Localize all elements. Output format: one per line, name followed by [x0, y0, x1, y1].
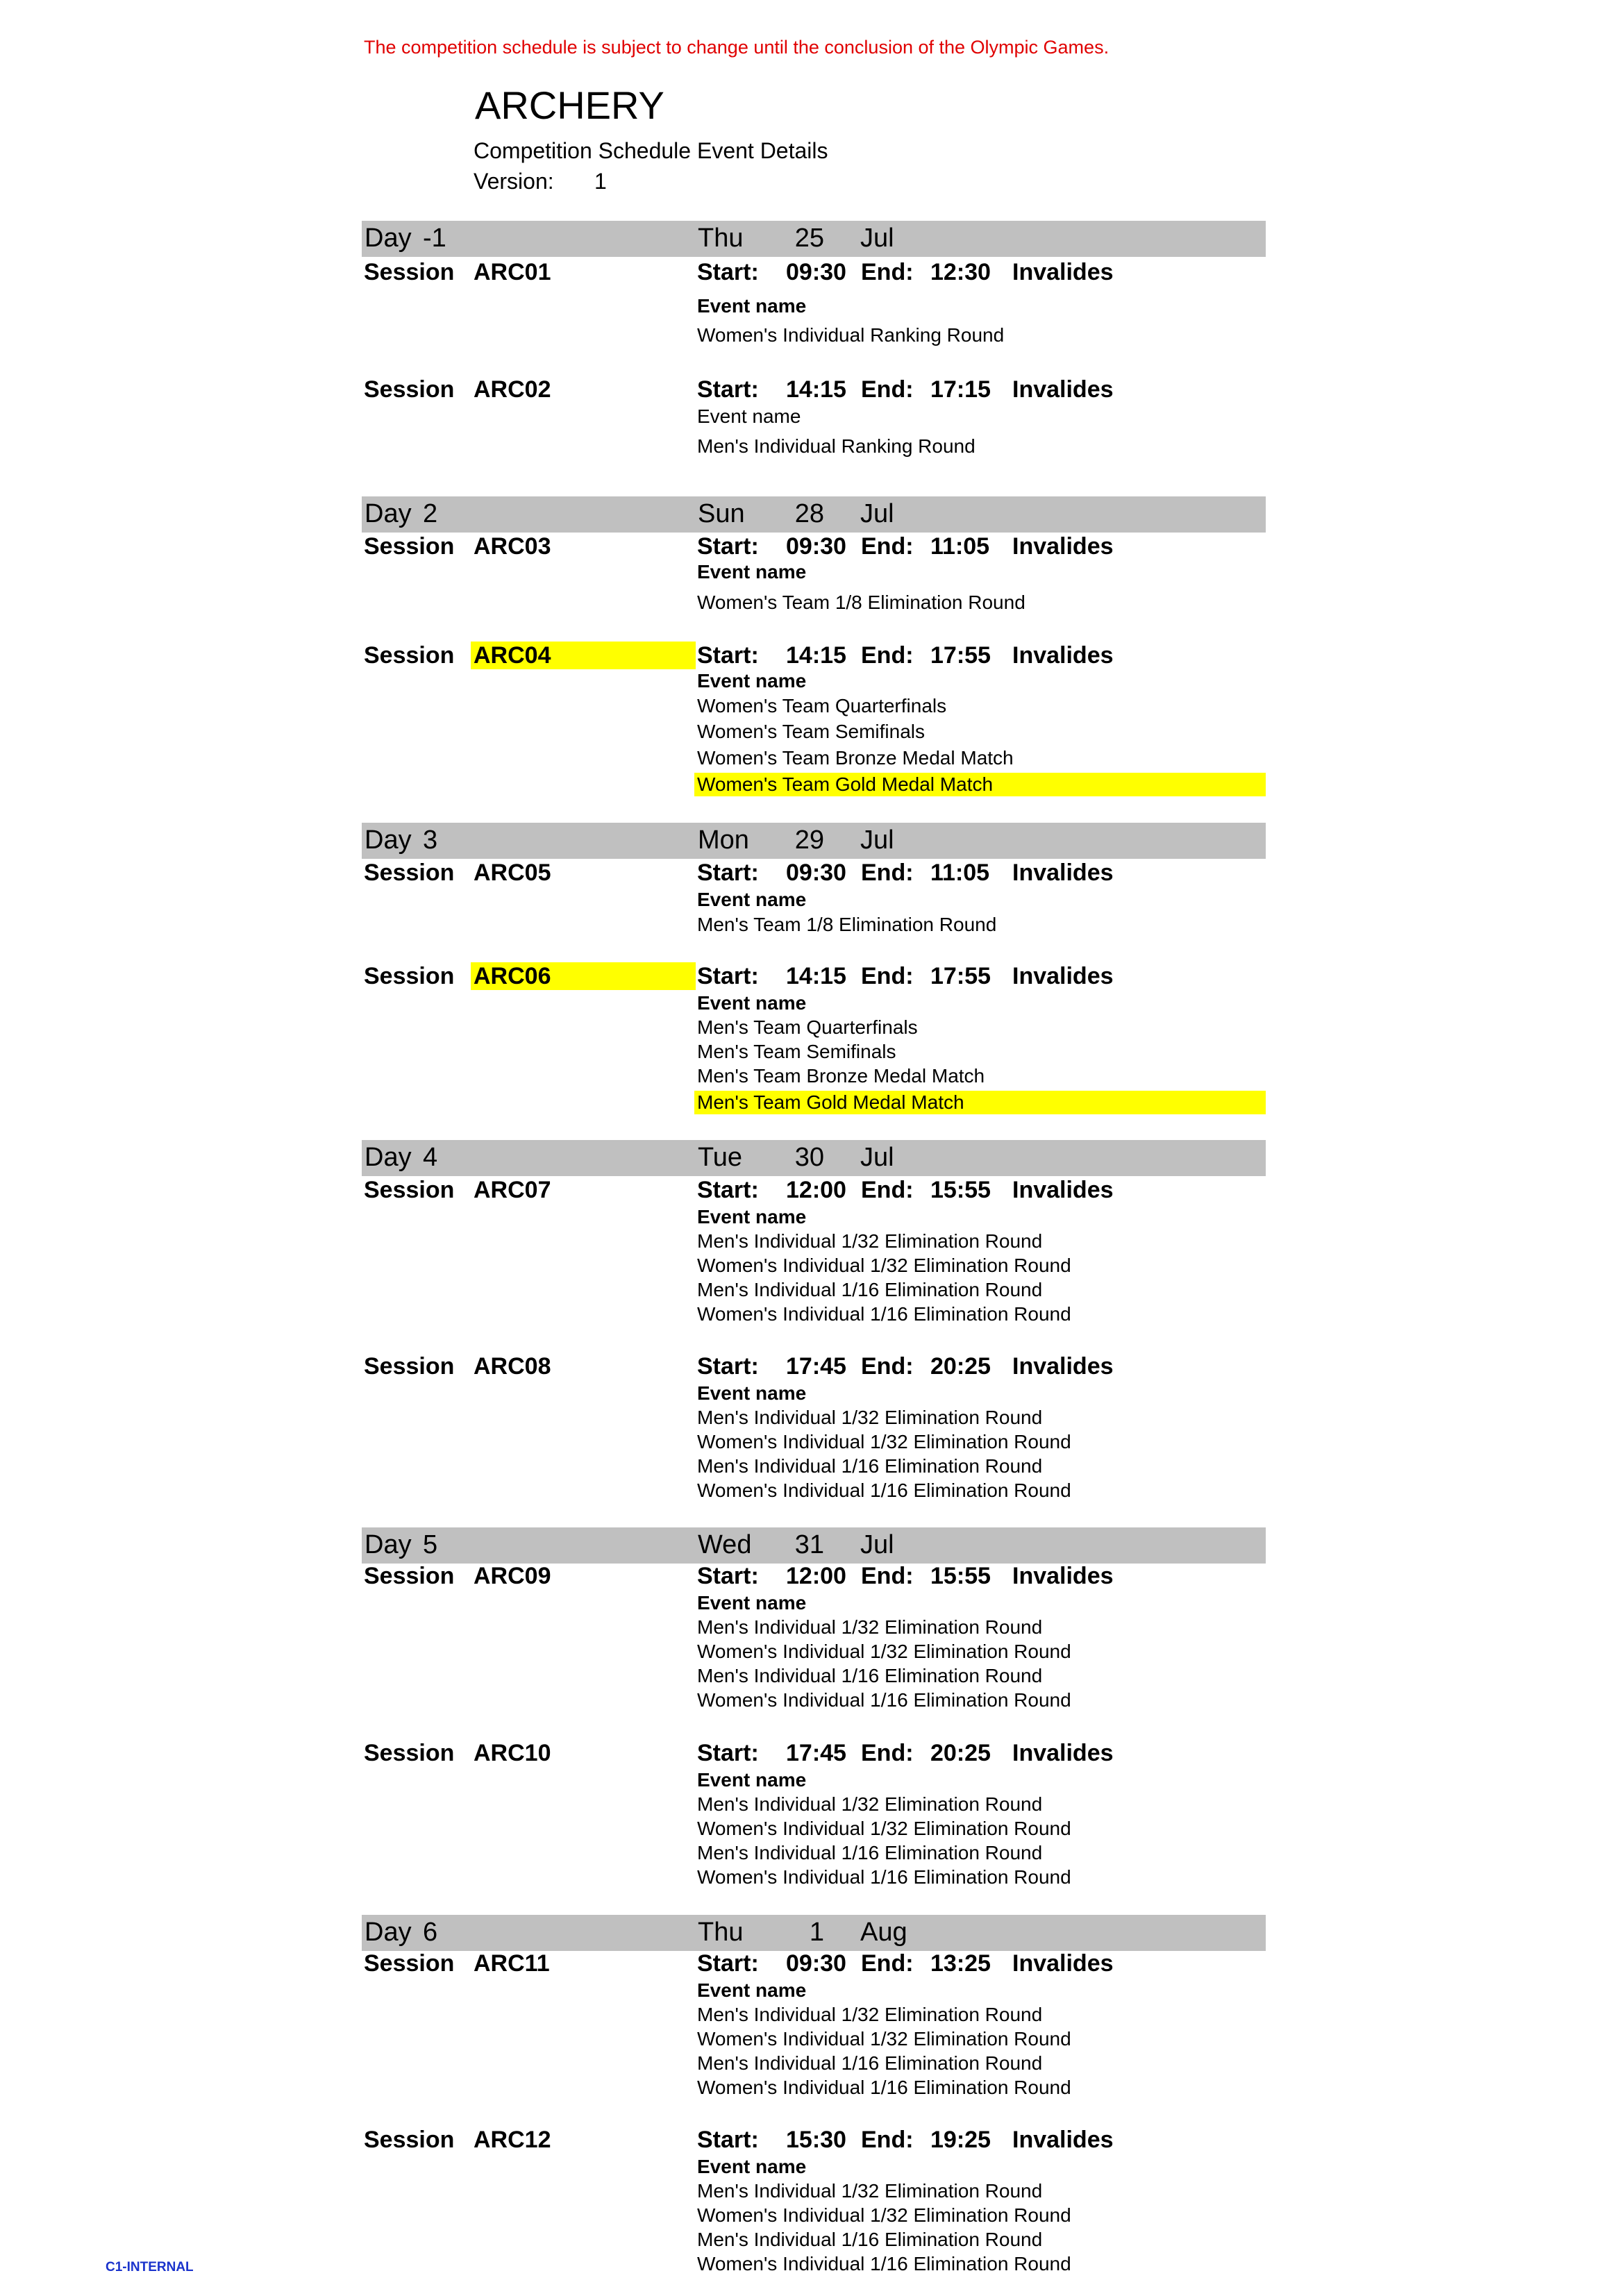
session-row	[0, 258, 1624, 286]
day-label: Day	[365, 499, 412, 528]
day-label: Day	[365, 826, 412, 855]
day-month: Jul	[860, 826, 894, 855]
start-label: Start:	[697, 963, 759, 989]
end-label: End:	[861, 1353, 914, 1380]
page-subtitle: Competition Schedule Event Details	[474, 138, 828, 163]
day-month: Aug	[860, 1918, 907, 1947]
page-title: ARCHERY	[475, 83, 664, 127]
event-name-header: Event name	[697, 295, 807, 317]
session-label: Session	[364, 1740, 455, 1766]
event-row: Women's Team Bronze Medal Match	[697, 747, 1014, 769]
end-time: 11:05	[930, 533, 990, 560]
day-date: 29	[794, 826, 824, 855]
venue: Invalides	[1012, 1353, 1114, 1380]
end-time: 15:55	[930, 1177, 991, 1203]
event-name-header: Event name	[697, 1979, 807, 2001]
session-code: ARC02	[474, 376, 551, 403]
day-header	[362, 823, 1266, 859]
day-number: 2	[423, 499, 438, 528]
end-label: End:	[861, 1950, 914, 1977]
day-header	[362, 1527, 1266, 1564]
venue: Invalides	[1012, 533, 1114, 560]
event-name-header: Event name	[697, 670, 807, 692]
day-weekday: Tue	[698, 1143, 743, 1172]
event-row: Men's Individual 1/16 Elimination Round	[697, 1842, 1043, 1863]
day-number: 6	[423, 1918, 438, 1947]
event-row: Men's Individual Ranking Round	[697, 435, 976, 457]
event-row: Women's Individual 1/32 Elimination Round	[697, 2028, 1071, 2050]
session-label: Session	[364, 2127, 455, 2153]
event-name-header: Event name	[697, 889, 807, 910]
venue: Invalides	[1012, 1563, 1114, 1589]
start-time: 09:30	[786, 259, 846, 285]
day-header	[362, 1140, 1266, 1176]
start-label: Start:	[697, 642, 759, 669]
event-row: Women's Team Quarterfinals	[697, 695, 947, 717]
event-row: Men's Individual 1/32 Elimination Round	[697, 2180, 1043, 2202]
event-row: Women's Individual 1/32 Elimination Round	[697, 1818, 1071, 1839]
event-row: Women's Individual Ranking Round	[697, 324, 1005, 346]
event-row: Women's Individual 1/32 Elimination Round	[697, 1431, 1071, 1452]
event-row: Women's Individual 1/16 Elimination Round	[697, 1480, 1071, 1501]
event-row: Women's Team 1/8 Elimination Round	[697, 592, 1026, 613]
day-weekday: Thu	[698, 1918, 744, 1947]
event-row: Women's Individual 1/32 Elimination Round	[697, 2204, 1071, 2226]
day-month: Jul	[860, 1143, 894, 1172]
classification-tag: C1-INTERNAL	[106, 2260, 194, 2274]
start-label: Start:	[697, 1353, 759, 1380]
event-name-header: Event name	[697, 405, 801, 427]
start-time: 09:30	[786, 1950, 846, 1977]
day-header	[362, 496, 1266, 533]
event-name-header: Event name	[697, 2156, 807, 2177]
start-label: Start:	[697, 1563, 759, 1589]
day-weekday: Sun	[698, 499, 745, 528]
end-label: End:	[861, 1177, 914, 1203]
end-time: 17:55	[930, 963, 991, 989]
end-time: 15:55	[930, 1563, 991, 1589]
start-time: 14:15	[786, 963, 846, 989]
day-header	[362, 221, 1266, 257]
end-label: End:	[861, 1563, 914, 1589]
day-date: 28	[794, 499, 824, 528]
session-row	[0, 1352, 1624, 1380]
day-date: 31	[794, 1530, 824, 1559]
session-label: Session	[364, 1563, 455, 1589]
venue: Invalides	[1012, 963, 1114, 989]
end-label: End:	[861, 376, 914, 403]
session-code: ARC05	[474, 860, 551, 886]
day-weekday: Thu	[698, 224, 744, 253]
end-label: End:	[861, 642, 914, 669]
start-time: 14:15	[786, 376, 846, 403]
end-time: 17:55	[930, 642, 991, 669]
event-row: Men's Individual 1/32 Elimination Round	[697, 1793, 1043, 1815]
session-label: Session	[364, 963, 455, 989]
event-row: Men's Individual 1/16 Elimination Round	[697, 1455, 1043, 1477]
start-time: 17:45	[786, 1353, 846, 1380]
event-row: Men's Individual 1/16 Elimination Round	[697, 2052, 1043, 2074]
session-code: ARC08	[474, 1353, 551, 1380]
start-label: Start:	[697, 860, 759, 886]
event-row: Women's Individual 1/32 Elimination Round	[697, 1641, 1071, 1662]
event-row: Men's Individual 1/32 Elimination Round	[697, 1616, 1043, 1638]
end-label: End:	[861, 963, 914, 989]
start-label: Start:	[697, 2127, 759, 2153]
session-label: Session	[364, 1353, 455, 1380]
session-code: ARC03	[474, 533, 551, 560]
session-code: ARC06	[471, 962, 696, 990]
event-name-header: Event name	[697, 1382, 807, 1404]
event-row: Women's Individual 1/16 Elimination Round	[697, 1689, 1071, 1711]
session-row	[0, 642, 1624, 669]
venue: Invalides	[1012, 642, 1114, 669]
event-name-header: Event name	[697, 561, 807, 583]
session-code: ARC12	[474, 2127, 551, 2153]
start-time: 09:30	[786, 860, 846, 886]
session-code: ARC07	[474, 1177, 551, 1203]
end-label: End:	[861, 2127, 914, 2153]
event-row: Men's Individual 1/32 Elimination Round	[697, 2004, 1043, 2025]
venue: Invalides	[1012, 259, 1114, 285]
event-name-header: Event name	[697, 1769, 807, 1791]
event-row-highlighted: Women's Team Gold Medal Match	[694, 773, 1266, 796]
event-name-header: Event name	[697, 1206, 807, 1227]
end-time: 20:25	[930, 1353, 991, 1380]
start-label: Start:	[697, 376, 759, 403]
start-time: 15:30	[786, 2127, 846, 2153]
end-time: 13:25	[930, 1950, 991, 1977]
start-label: Start:	[697, 1740, 759, 1766]
event-row: Women's Individual 1/16 Elimination Round	[697, 2077, 1071, 2098]
event-row: Men's Individual 1/16 Elimination Round	[697, 1279, 1043, 1300]
session-label: Session	[364, 259, 455, 285]
start-time: 12:00	[786, 1177, 846, 1203]
session-row	[0, 1562, 1624, 1590]
session-label: Session	[364, 1950, 455, 1977]
session-label: Session	[364, 1177, 455, 1203]
day-number: 5	[423, 1530, 438, 1559]
venue: Invalides	[1012, 376, 1114, 403]
day-date: 25	[794, 224, 824, 253]
event-row-highlighted: Men's Team Gold Medal Match	[694, 1091, 1266, 1114]
session-label: Session	[364, 860, 455, 886]
venue: Invalides	[1012, 1177, 1114, 1203]
event-row: Men's Individual 1/16 Elimination Round	[697, 2229, 1043, 2250]
day-number: -1	[423, 224, 446, 253]
session-row	[0, 962, 1624, 990]
event-row: Men's Individual 1/32 Elimination Round	[697, 1230, 1043, 1252]
start-label: Start:	[697, 259, 759, 285]
start-time: 09:30	[786, 533, 846, 560]
day-date: 30	[794, 1143, 824, 1172]
venue: Invalides	[1012, 1950, 1114, 1977]
day-number: 4	[423, 1143, 438, 1172]
event-row: Men's Team 1/8 Elimination Round	[697, 914, 997, 935]
event-name-header: Event name	[697, 1592, 807, 1614]
session-row	[0, 2126, 1624, 2154]
day-label: Day	[365, 1143, 412, 1172]
session-label: Session	[364, 642, 455, 669]
event-row: Women's Individual 1/32 Elimination Round	[697, 1255, 1071, 1276]
version-value: 1	[594, 169, 607, 194]
event-row: Women's Individual 1/16 Elimination Round	[697, 1866, 1071, 1888]
event-row: Women's Team Semifinals	[697, 721, 925, 742]
session-code: ARC10	[474, 1740, 551, 1766]
event-row: Men's Team Quarterfinals	[697, 1016, 918, 1038]
start-label: Start:	[697, 1950, 759, 1977]
start-time: 12:00	[786, 1563, 846, 1589]
session-row	[0, 533, 1624, 560]
day-number: 3	[423, 826, 438, 855]
day-month: Jul	[860, 499, 894, 528]
start-time: 17:45	[786, 1740, 846, 1766]
session-code: ARC09	[474, 1563, 551, 1589]
start-time: 14:15	[786, 642, 846, 669]
day-weekday: Wed	[698, 1530, 752, 1559]
venue: Invalides	[1012, 1740, 1114, 1766]
venue: Invalides	[1012, 860, 1114, 886]
start-label: Start:	[697, 1177, 759, 1203]
event-row: Men's Individual 1/32 Elimination Round	[697, 1407, 1043, 1428]
session-label: Session	[364, 533, 455, 560]
end-time: 12:30	[930, 259, 991, 285]
session-row	[0, 376, 1624, 403]
session-code: ARC04	[471, 642, 696, 669]
event-row: Men's Individual 1/16 Elimination Round	[697, 1665, 1043, 1686]
day-month: Jul	[860, 224, 894, 253]
event-row: Women's Individual 1/16 Elimination Round	[697, 1303, 1071, 1325]
day-header	[362, 1915, 1266, 1951]
venue: Invalides	[1012, 2127, 1114, 2153]
end-time: 20:25	[930, 1740, 991, 1766]
day-label: Day	[365, 1530, 412, 1559]
end-time: 11:05	[930, 860, 990, 886]
end-label: End:	[861, 533, 914, 560]
event-row: Men's Team Semifinals	[697, 1041, 896, 1062]
start-label: Start:	[697, 533, 759, 560]
end-label: End:	[861, 1740, 914, 1766]
end-label: End:	[861, 860, 914, 886]
day-month: Jul	[860, 1530, 894, 1559]
session-row	[0, 1950, 1624, 1977]
event-row: Men's Team Bronze Medal Match	[697, 1065, 985, 1087]
session-code: ARC11	[474, 1950, 550, 1977]
event-row: Women's Individual 1/16 Elimination Round	[697, 2253, 1071, 2274]
version-line	[474, 169, 607, 194]
day-weekday: Mon	[698, 826, 749, 855]
end-label: End:	[861, 259, 914, 285]
session-row	[0, 859, 1624, 887]
day-label: Day	[365, 1918, 412, 1947]
session-code: ARC01	[474, 259, 551, 285]
event-name-header: Event name	[697, 992, 807, 1014]
session-row	[0, 1176, 1624, 1204]
version-label: Version:	[474, 169, 554, 194]
end-time: 17:15	[930, 376, 991, 403]
day-label: Day	[365, 224, 412, 253]
day-date: 1	[809, 1918, 824, 1947]
session-label: Session	[364, 376, 455, 403]
end-time: 19:25	[930, 2127, 991, 2153]
schedule-change-notice: The competition schedule is subject to change until the conclusion of the Olympic Games.	[364, 37, 1110, 58]
session-row	[0, 1739, 1624, 1767]
